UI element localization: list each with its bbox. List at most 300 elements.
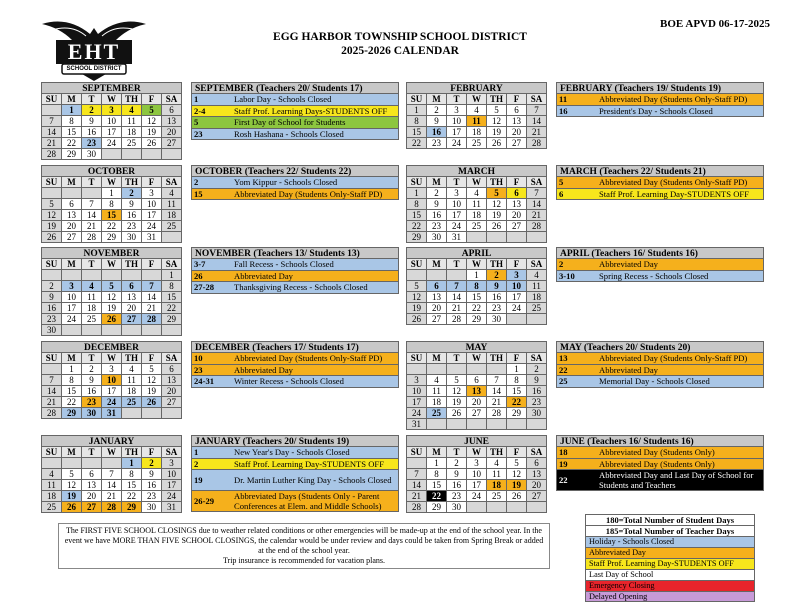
calendar-day: 26 bbox=[487, 138, 507, 149]
calendar-day: 26 bbox=[102, 314, 122, 325]
calendar-day bbox=[142, 149, 162, 160]
calendar-day: 23 bbox=[427, 138, 447, 149]
month-title: MARCH bbox=[406, 165, 547, 177]
calendar-day: 15 bbox=[122, 480, 142, 491]
weekday-header: SA bbox=[527, 177, 547, 188]
calendar-day: 18 bbox=[162, 210, 182, 221]
event-date: 1 bbox=[194, 94, 199, 104]
calendar-day: 21 bbox=[527, 210, 547, 221]
calendar-day: 27 bbox=[467, 408, 487, 419]
calendar-day: 21 bbox=[447, 303, 467, 314]
calendar-day: 3 bbox=[142, 188, 162, 199]
weekday-header: F bbox=[507, 353, 527, 364]
closing-notice bbox=[58, 523, 550, 569]
weekday-header: T bbox=[447, 94, 467, 105]
calendar-day: 19 bbox=[142, 127, 162, 138]
calendar-day: 31 bbox=[142, 232, 162, 243]
calendar-day: 5 bbox=[102, 281, 122, 292]
calendar-day: 5 bbox=[507, 458, 527, 469]
calendar-day: 17 bbox=[447, 127, 467, 138]
calendar-day: 22 bbox=[407, 221, 427, 232]
calendar-day: 24 bbox=[407, 408, 427, 419]
calendar-day: 27 bbox=[162, 397, 182, 408]
weekday-header: F bbox=[142, 94, 162, 105]
event-date: 22 bbox=[559, 474, 568, 485]
events-title: JANUARY (Teachers 20/ Students 19) bbox=[191, 435, 399, 447]
calendar-day: 29 bbox=[62, 149, 82, 160]
event-row bbox=[191, 189, 399, 201]
calendar-day: 16 bbox=[427, 210, 447, 221]
weekday-header: SA bbox=[527, 94, 547, 105]
weekday-header: W bbox=[102, 177, 122, 188]
weekday-header: M bbox=[427, 259, 447, 270]
weekday-header: TH bbox=[122, 94, 142, 105]
calendar-day: 15 bbox=[162, 292, 182, 303]
weekday-header: SU bbox=[407, 177, 427, 188]
event-row bbox=[191, 259, 399, 271]
weekday-header: F bbox=[507, 177, 527, 188]
event-row bbox=[556, 376, 764, 388]
weekday-header: TH bbox=[487, 447, 507, 458]
weekday-header: T bbox=[82, 259, 102, 270]
event-text: Memorial Day - Schools Closed bbox=[599, 376, 710, 386]
event-date: 23 bbox=[194, 128, 203, 139]
calendar-day: 24 bbox=[447, 221, 467, 232]
calendar-day: 20 bbox=[122, 303, 142, 314]
calendar-day: 12 bbox=[62, 480, 82, 491]
weekday-header: SU bbox=[42, 259, 62, 270]
calendar-day: 31 bbox=[447, 232, 467, 243]
legend-item bbox=[585, 536, 755, 547]
weekday-header: F bbox=[507, 94, 527, 105]
calendar-day: 12 bbox=[102, 292, 122, 303]
month-title: JANUARY bbox=[41, 435, 182, 447]
calendar-day bbox=[447, 419, 467, 430]
event-date: 26 bbox=[194, 270, 203, 281]
calendar-day: 28 bbox=[527, 138, 547, 149]
event-date: 2 bbox=[194, 458, 199, 469]
legend-item bbox=[585, 580, 755, 591]
calendar-day: 9 bbox=[42, 292, 62, 303]
calendar-day: 8 bbox=[102, 199, 122, 210]
event-row bbox=[556, 94, 764, 106]
weekday-header: M bbox=[427, 94, 447, 105]
event-row bbox=[556, 459, 764, 471]
calendar-day: 24 bbox=[467, 491, 487, 502]
weekday-header: SU bbox=[407, 447, 427, 458]
calendar-day: 21 bbox=[527, 127, 547, 138]
event-text: Staff Prof. Learning Day-STUDENTS OFF bbox=[234, 458, 384, 469]
calendar-day: 22 bbox=[62, 138, 82, 149]
calendar-day: 26 bbox=[507, 491, 527, 502]
calendar-day: 20 bbox=[62, 221, 82, 232]
event-row bbox=[191, 129, 399, 141]
calendar-day: 11 bbox=[527, 281, 547, 292]
calendar-day: 6 bbox=[427, 281, 447, 292]
calendar-day: 11 bbox=[82, 292, 102, 303]
calendar-day: 6 bbox=[507, 105, 527, 116]
calendar-day bbox=[122, 270, 142, 281]
month-events-dec bbox=[191, 341, 399, 388]
calendar-day: 7 bbox=[447, 281, 467, 292]
calendar-day: 21 bbox=[82, 221, 102, 232]
calendar-day: 4 bbox=[122, 105, 142, 116]
month-grid-dec bbox=[41, 341, 182, 419]
weekday-header: TH bbox=[487, 94, 507, 105]
calendar-day: 12 bbox=[142, 116, 162, 127]
calendar-day: 8 bbox=[407, 116, 427, 127]
event-text: First Day of School for Students bbox=[234, 117, 346, 127]
calendar-day bbox=[407, 458, 427, 469]
weekday-header: SA bbox=[162, 447, 182, 458]
calendar-day: 9 bbox=[82, 116, 102, 127]
calendar-day: 16 bbox=[447, 480, 467, 491]
event-date: 5 bbox=[559, 177, 564, 187]
calendar-day: 4 bbox=[487, 458, 507, 469]
calendar-day: 8 bbox=[467, 281, 487, 292]
calendar-year: 2025-2026 CALENDAR bbox=[341, 45, 459, 57]
event-text: Abbreviated Day (Students Only-Staff PD) bbox=[599, 94, 748, 104]
calendar-day: 2 bbox=[427, 105, 447, 116]
calendar-day: 6 bbox=[122, 281, 142, 292]
event-row bbox=[191, 94, 399, 106]
event-text: Abbreviated Day (Students Only-Staff PD) bbox=[599, 177, 748, 187]
calendar-day: 3 bbox=[102, 105, 122, 116]
calendar-day bbox=[162, 232, 182, 243]
calendar-day bbox=[142, 408, 162, 419]
calendar-day bbox=[42, 188, 62, 199]
calendar-day bbox=[487, 232, 507, 243]
calendar-day: 7 bbox=[527, 188, 547, 199]
calendar-day: 9 bbox=[142, 469, 162, 480]
calendar-day: 15 bbox=[62, 386, 82, 397]
event-row bbox=[556, 259, 764, 271]
event-text: Thanksgiving Recess - Schools Closed bbox=[234, 282, 368, 292]
event-text: Abbreviated Day bbox=[234, 270, 293, 281]
month-title: APRIL bbox=[406, 247, 547, 259]
calendar-day bbox=[102, 458, 122, 469]
calendar-day: 5 bbox=[142, 364, 162, 375]
calendar-day: 23 bbox=[447, 491, 467, 502]
event-row bbox=[556, 189, 764, 201]
weekday-header: TH bbox=[122, 259, 142, 270]
month-grid-jun bbox=[406, 435, 547, 513]
calendar-day: 30 bbox=[82, 149, 102, 160]
calendar-day: 9 bbox=[527, 375, 547, 386]
calendar-day bbox=[82, 458, 102, 469]
calendar-day: 10 bbox=[142, 199, 162, 210]
calendar-day: 12 bbox=[42, 210, 62, 221]
weekday-header: SU bbox=[42, 94, 62, 105]
calendar-day: 10 bbox=[102, 116, 122, 127]
calendar-day bbox=[62, 458, 82, 469]
calendar-day: 28 bbox=[82, 232, 102, 243]
calendar-day: 23 bbox=[487, 303, 507, 314]
calendar-day: 2 bbox=[142, 458, 162, 469]
weekday-header: F bbox=[507, 259, 527, 270]
event-text: New Year's Day - Schools Closed bbox=[234, 447, 350, 457]
calendar-day: 23 bbox=[142, 491, 162, 502]
event-text: Abbreviated Day (Students Only-Staff PD) bbox=[234, 353, 383, 363]
weekday-header: F bbox=[142, 447, 162, 458]
calendar-day: 28 bbox=[487, 408, 507, 419]
calendar-day: 8 bbox=[162, 281, 182, 292]
event-row bbox=[191, 282, 399, 294]
event-text: Staff Prof. Learning Day-STUDENTS OFF bbox=[599, 188, 749, 199]
calendar-day: 12 bbox=[507, 469, 527, 480]
calendar-day: 12 bbox=[487, 116, 507, 127]
approval-stamp: BOE APVD 06-17-2025 bbox=[660, 18, 770, 30]
calendar-day bbox=[527, 419, 547, 430]
month-events-feb bbox=[556, 82, 764, 117]
calendar-day: 15 bbox=[407, 127, 427, 138]
calendar-day: 18 bbox=[467, 210, 487, 221]
calendar-day: 14 bbox=[527, 199, 547, 210]
weekday-header: T bbox=[447, 447, 467, 458]
weekday-header: M bbox=[62, 259, 82, 270]
calendar-day: 14 bbox=[487, 386, 507, 397]
event-text: Yom Kippur - Schools Closed bbox=[234, 177, 338, 187]
event-text: Rosh Hashana - Schools Closed bbox=[234, 128, 344, 139]
events-title: MAY (Teachers 20/ Students 20) bbox=[556, 341, 764, 353]
month-events-apr bbox=[556, 247, 764, 282]
month-title: MAY bbox=[406, 341, 547, 353]
calendar-day: 17 bbox=[62, 303, 82, 314]
calendar-day: 10 bbox=[507, 281, 527, 292]
calendar-day: 1 bbox=[427, 458, 447, 469]
weekday-header: TH bbox=[487, 353, 507, 364]
calendar-day: 22 bbox=[102, 221, 122, 232]
calendar-day: 19 bbox=[447, 397, 467, 408]
month-events-jan bbox=[191, 435, 399, 512]
calendar-day: 18 bbox=[42, 491, 62, 502]
calendar-day: 23 bbox=[82, 397, 102, 408]
weekday-header: W bbox=[102, 259, 122, 270]
calendar-day: 26 bbox=[142, 138, 162, 149]
calendar-day: 18 bbox=[82, 303, 102, 314]
calendar-day: 5 bbox=[487, 188, 507, 199]
calendar-day: 19 bbox=[487, 127, 507, 138]
calendar-day: 20 bbox=[427, 303, 447, 314]
calendar-day: 31 bbox=[162, 502, 182, 513]
calendar-day: 4 bbox=[162, 188, 182, 199]
weekday-header: F bbox=[142, 177, 162, 188]
calendar-day: 6 bbox=[162, 105, 182, 116]
calendar-day bbox=[407, 270, 427, 281]
event-date: 6 bbox=[559, 188, 564, 199]
calendar-day: 20 bbox=[507, 210, 527, 221]
legend-item bbox=[585, 591, 755, 602]
calendar-day: 25 bbox=[122, 397, 142, 408]
event-row bbox=[191, 470, 399, 491]
calendar-day: 8 bbox=[62, 116, 82, 127]
calendar-day: 17 bbox=[162, 480, 182, 491]
events-title: DECEMBER (Teachers 17/ Students 17) bbox=[191, 341, 399, 353]
calendar-day: 17 bbox=[467, 480, 487, 491]
events-title: FEBRUARY (Teachers 19/ Students 19) bbox=[556, 82, 764, 94]
legend-teacher-days: 185=Total Number of Teacher Days bbox=[585, 525, 755, 536]
calendar-day: 20 bbox=[162, 386, 182, 397]
calendar-day bbox=[142, 270, 162, 281]
calendar-day: 18 bbox=[122, 127, 142, 138]
calendar-day: 8 bbox=[62, 375, 82, 386]
calendar-day: 24 bbox=[102, 138, 122, 149]
calendar-day: 3 bbox=[507, 270, 527, 281]
calendar-day: 10 bbox=[447, 199, 467, 210]
weekday-header: SA bbox=[162, 177, 182, 188]
calendar-day: 4 bbox=[427, 375, 447, 386]
weekday-header: W bbox=[467, 259, 487, 270]
calendar-day: 10 bbox=[102, 375, 122, 386]
month-events-may bbox=[556, 341, 764, 388]
event-date: 23 bbox=[194, 364, 203, 375]
calendar-day: 19 bbox=[62, 491, 82, 502]
calendar-day: 29 bbox=[407, 232, 427, 243]
calendar-day: 5 bbox=[487, 105, 507, 116]
calendar-day bbox=[102, 325, 122, 336]
calendar-day: 29 bbox=[427, 502, 447, 513]
calendar-day: 16 bbox=[142, 480, 162, 491]
calendar-day: 7 bbox=[102, 469, 122, 480]
calendar-day: 11 bbox=[427, 386, 447, 397]
event-text: Abbreviated Day bbox=[599, 259, 658, 269]
calendar-day bbox=[42, 458, 62, 469]
weekday-header: TH bbox=[122, 177, 142, 188]
calendar-day: 4 bbox=[467, 105, 487, 116]
weekday-header: W bbox=[102, 94, 122, 105]
calendar-day: 14 bbox=[82, 210, 102, 221]
calendar-day: 21 bbox=[142, 303, 162, 314]
weekday-header: SA bbox=[527, 353, 547, 364]
event-row bbox=[556, 271, 764, 283]
calendar-day bbox=[142, 325, 162, 336]
calendar-day: 17 bbox=[102, 386, 122, 397]
weekday-header: SU bbox=[42, 447, 62, 458]
weekday-header: SA bbox=[162, 259, 182, 270]
event-text: Abbreviated Day (Students Only) bbox=[599, 458, 715, 469]
calendar-day bbox=[447, 270, 467, 281]
calendar-day bbox=[467, 419, 487, 430]
weekday-header: T bbox=[82, 447, 102, 458]
weekday-header: TH bbox=[487, 177, 507, 188]
weekday-header: T bbox=[447, 353, 467, 364]
calendar-day: 5 bbox=[42, 199, 62, 210]
calendar-day: 27 bbox=[62, 232, 82, 243]
event-date: 11 bbox=[559, 94, 568, 104]
calendar-day: 16 bbox=[42, 303, 62, 314]
calendar-day: 26 bbox=[42, 232, 62, 243]
event-date: 16 bbox=[559, 105, 568, 116]
calendar-day: 20 bbox=[162, 127, 182, 138]
calendar-day: 29 bbox=[507, 408, 527, 419]
calendar-day: 13 bbox=[507, 116, 527, 127]
event-row bbox=[191, 106, 399, 118]
calendar-day: 1 bbox=[122, 458, 142, 469]
calendar-day: 14 bbox=[142, 292, 162, 303]
calendar-day: 18 bbox=[122, 386, 142, 397]
calendar-day: 29 bbox=[162, 314, 182, 325]
calendar-day bbox=[427, 270, 447, 281]
calendar-day: 15 bbox=[407, 210, 427, 221]
calendar-day: 28 bbox=[42, 408, 62, 419]
event-text: Dr. Martin Luther King Day - Schools Closed bbox=[234, 475, 392, 485]
event-date: 2 bbox=[194, 177, 199, 187]
calendar-day: 12 bbox=[407, 292, 427, 303]
event-text: Abbreviated Day bbox=[234, 364, 293, 375]
event-date: 2 bbox=[559, 259, 564, 269]
calendar-day: 3 bbox=[467, 458, 487, 469]
calendar-day: 17 bbox=[407, 397, 427, 408]
weekday-header: TH bbox=[122, 353, 142, 364]
calendar-day: 22 bbox=[427, 491, 447, 502]
calendar-day: 16 bbox=[122, 210, 142, 221]
weekday-header: T bbox=[447, 177, 467, 188]
weekday-header: F bbox=[142, 353, 162, 364]
event-text: Staff Prof. Learning Days-STUDENTS OFF bbox=[234, 105, 388, 116]
event-row bbox=[556, 106, 764, 118]
calendar-day: 24 bbox=[447, 138, 467, 149]
event-date: 5 bbox=[194, 117, 199, 127]
calendar-day: 12 bbox=[142, 375, 162, 386]
calendar-day bbox=[467, 502, 487, 513]
calendar-day: 2 bbox=[527, 364, 547, 375]
calendar-day: 9 bbox=[122, 199, 142, 210]
weekday-header: SU bbox=[42, 177, 62, 188]
event-row bbox=[556, 177, 764, 189]
weekday-header: SU bbox=[42, 353, 62, 364]
calendar-day: 3 bbox=[447, 188, 467, 199]
calendar-day: 22 bbox=[122, 491, 142, 502]
calendar-day: 1 bbox=[407, 188, 427, 199]
calendar-day: 17 bbox=[102, 127, 122, 138]
calendar-day: 10 bbox=[407, 386, 427, 397]
legend-item bbox=[585, 547, 755, 558]
calendar-day: 20 bbox=[507, 127, 527, 138]
calendar-day: 18 bbox=[427, 397, 447, 408]
calendar-day: 27 bbox=[82, 502, 102, 513]
month-grid-feb bbox=[406, 82, 547, 149]
calendar-day: 6 bbox=[62, 199, 82, 210]
calendar-day: 10 bbox=[62, 292, 82, 303]
calendar-day: 13 bbox=[62, 210, 82, 221]
event-date: 18 bbox=[559, 447, 568, 457]
calendar-day: 22 bbox=[62, 397, 82, 408]
calendar-day: 21 bbox=[487, 397, 507, 408]
calendar-day: 5 bbox=[447, 375, 467, 386]
calendar-day bbox=[82, 188, 102, 199]
calendar-day: 16 bbox=[527, 386, 547, 397]
weekday-header: F bbox=[142, 259, 162, 270]
calendar-day: 29 bbox=[62, 408, 82, 419]
weekday-header: T bbox=[82, 94, 102, 105]
calendar-day: 26 bbox=[447, 408, 467, 419]
month-events-nov bbox=[191, 247, 399, 294]
calendar-day: 19 bbox=[102, 303, 122, 314]
event-text: Spring Recess - Schools Closed bbox=[599, 270, 709, 281]
calendar-day: 25 bbox=[82, 314, 102, 325]
legend-item bbox=[585, 569, 755, 580]
legend-label: Emergency Closing bbox=[586, 581, 754, 591]
calendar-day: 22 bbox=[467, 303, 487, 314]
calendar-day: 19 bbox=[487, 210, 507, 221]
calendar-day: 22 bbox=[407, 138, 427, 149]
calendar-day: 28 bbox=[42, 149, 62, 160]
calendar-day: 3 bbox=[102, 364, 122, 375]
calendar-day: 20 bbox=[82, 491, 102, 502]
weekday-header: W bbox=[102, 353, 122, 364]
calendar-day: 2 bbox=[42, 281, 62, 292]
calendar-day: 25 bbox=[527, 303, 547, 314]
